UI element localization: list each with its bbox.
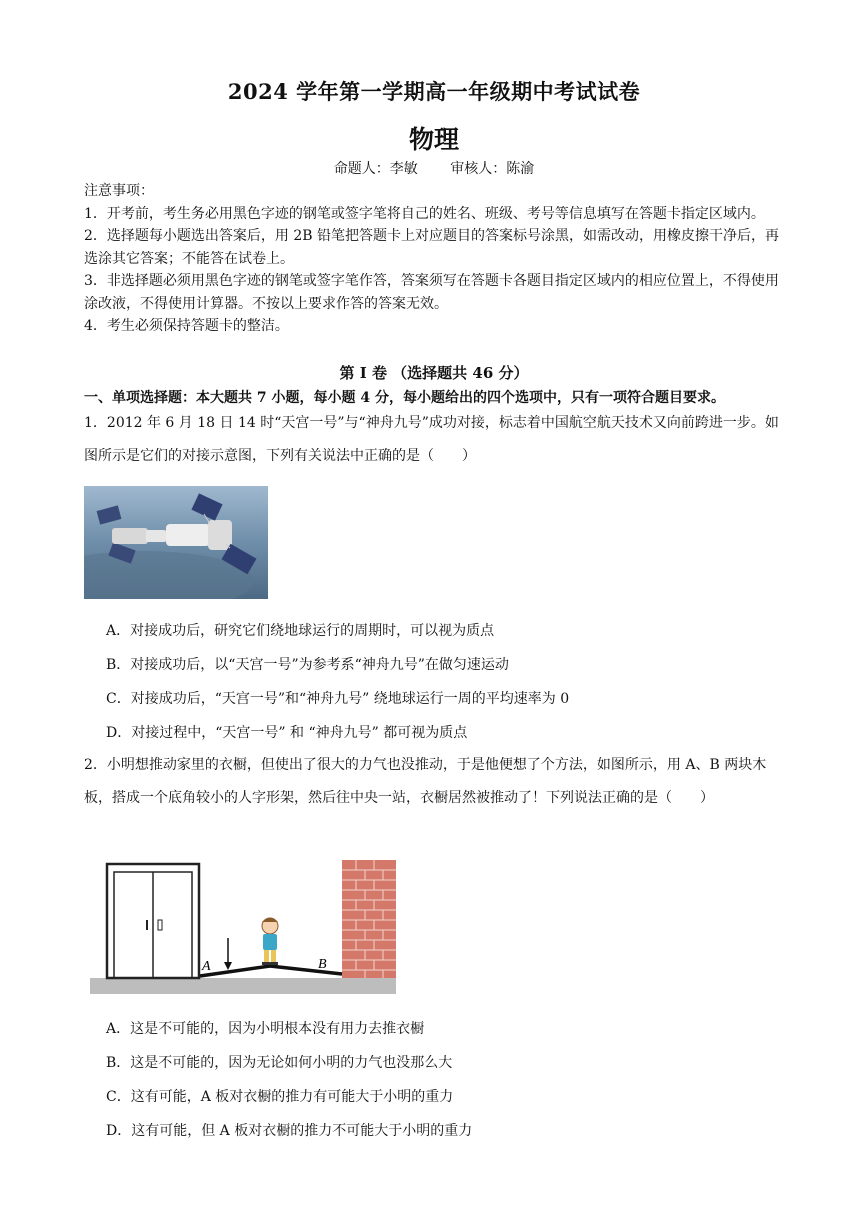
reviewer: 审核人：陈渝 — [450, 161, 535, 177]
notice-item: 3．非选择题必须用黑色字迹的钢笔或签字笔作答，答案须写在答题卡各题目指定区域内的相应位置上，不得使用涂改液，不得使用计算器。不按以上要求作答的答案无效。 — [84, 273, 779, 312]
question-1-stem: 1．2012 年 6 月 18 日 14 时“天宫一号”与“神舟九号”成功对接，标志着中国航空航天技术又向前跨进一步。如图所示是它们的对接示意图，下列有关说法中正确的是（ ） — [84, 415, 779, 464]
section-title: 第 I 卷 （选择题共 46 分） — [339, 364, 529, 382]
question-2-option-d: D．这有可能，但 A 板对衣橱的推力不可能大于小明的重力 — [106, 1123, 473, 1139]
label-b: B — [318, 957, 327, 972]
wardrobe-figure — [90, 858, 396, 996]
question-1-option-d: D．对接过程中，“天宫一号” 和 “神舟九号” 都可视为质点 — [106, 725, 468, 741]
question-2-option-c: C．这有可能，A 板对衣橱的推力有可能大于小明的重力 — [106, 1089, 454, 1105]
notice-block — [84, 180, 784, 338]
label-a: A — [202, 959, 211, 974]
question-2-stem: 2．小明想推动家里的衣橱，但使出了很大的力气也没推动，于是他便想了个方法，如图所示，用 A、B 两块木板，搭成一个底角较小的人字形架，然后往中央一站，衣橱居然被推动了！下列说法正确的是（ ） — [84, 757, 767, 806]
question-2-option-b: B．这是不可能的，因为无论如何小明的力气也没那么大 — [106, 1055, 453, 1071]
part-heading: 一、单项选择题：本大题共 7 小题，每小题 4 分，每小题给出的四个选项中，只有一项符合题目要求。 — [84, 390, 725, 406]
exam-title: 2024 学年第一学期高一年级期中考试试卷 — [227, 79, 641, 104]
question-1-option-a: A．对接成功后，研究它们绕地球运行的周期时，可以视为质点 — [106, 623, 495, 639]
notice-item: 1．开考前，考生务必用黑色字迹的钢笔或签字笔将自己的姓名、班级、考号等信息填写在答题卡指定区域内。 — [84, 205, 765, 222]
question-1-option-b: B．对接成功后，以“天宫一号”为参考系“神舟九号”在做匀速运动 — [106, 657, 509, 673]
question-2-option-a: A．这是不可能的，因为小明根本没有用力去推衣橱 — [106, 1021, 425, 1037]
subject-title: 物理 — [408, 125, 459, 154]
notice-item: 4．考生必须保持答题卡的整洁。 — [84, 318, 289, 334]
notice-heading: 注意事项： — [84, 183, 154, 199]
question-1-option-c: C．对接成功后，“天宫一号”和“神舟九号” 绕地球运行一周的平均速率为 0 — [106, 691, 570, 707]
notice-item: 2．选择题每小题选出答案后，用 2B 铅笔把答题卡上对应题目的答案标号涂黑，如需改动，用橡皮擦干净后，再选涂其它答案；不能答在试卷上。 — [84, 228, 780, 267]
docking-spacecraft-image — [84, 486, 268, 599]
author-line — [0, 158, 868, 178]
setter: 命题人：李敏 — [333, 161, 418, 177]
